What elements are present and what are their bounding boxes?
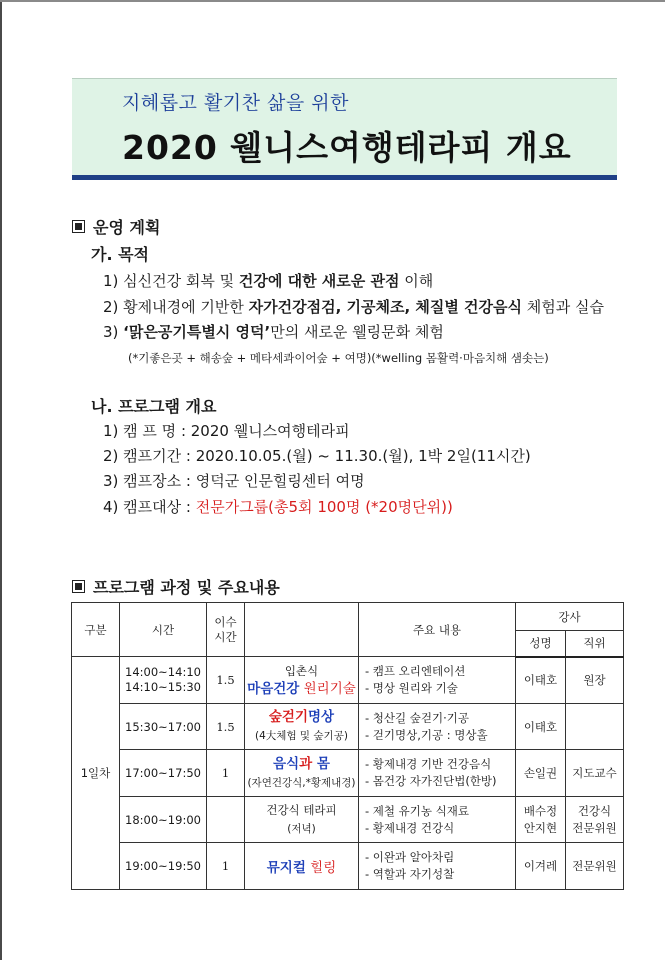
time-cell: 15:30~17:00 — [120, 704, 207, 750]
overview-name: 1) 캠 프 명 : 2020 웰니스여행테라피 — [103, 422, 350, 440]
overview-place: 3) 캠프장소 : 영덕군 인문힐링센터 여명 — [103, 472, 365, 490]
page-left-border — [0, 0, 2, 960]
content-cell — [359, 704, 516, 750]
instructor-name: 이겨레 — [516, 843, 566, 890]
content-cell — [359, 657, 516, 704]
time-cell: 19:00~19:50 — [120, 843, 207, 890]
hours-cell: 1.5 — [207, 704, 245, 750]
text: 건강식 테라피 — [266, 803, 337, 817]
text-red: 원리기술 — [299, 681, 356, 697]
hours-cell: 1 — [207, 843, 245, 890]
header-content: 주요 내용 — [359, 603, 516, 657]
text-red: 과 — [299, 755, 313, 772]
purpose-heading: 가. 목적 — [91, 245, 150, 264]
text: 3) — [103, 323, 124, 341]
section-title: 프로그램 과정 및 주요내용 — [93, 578, 280, 597]
table-row — [72, 843, 624, 890]
section-title: 운영 계획 — [93, 218, 161, 237]
table-row — [72, 704, 624, 750]
instructor-name — [516, 797, 566, 843]
text: 체험과 실습 — [522, 298, 605, 316]
program-cell — [245, 797, 359, 843]
header-hours — [207, 603, 245, 657]
text: 안지현 — [523, 820, 558, 835]
text: - 이완과 알아차림 — [365, 850, 455, 864]
text: 14:00~14:10 — [125, 665, 201, 679]
square-bullet-icon — [72, 220, 85, 233]
header-time: 시간 — [120, 603, 207, 657]
program-table — [71, 602, 624, 890]
text-blue: 음식 — [273, 755, 300, 772]
text: 건강식 — [577, 803, 612, 818]
text: (4大체험 및 숲기공) — [255, 730, 348, 742]
text: - 역할과 자기성찰 — [365, 867, 455, 881]
text-bold: 건강에 대한 새로운 관점 — [238, 272, 400, 290]
header-category: 구분 — [72, 603, 120, 657]
day-label: 1일차 — [72, 657, 120, 890]
time-cell: 17:00~17:50 — [120, 750, 207, 797]
text: - 캠프 오리엔테이션 — [365, 664, 466, 678]
time-cell: 18:00~19:00 — [120, 797, 207, 843]
table-row — [72, 797, 624, 843]
text: (저녁) — [287, 823, 316, 835]
header-program — [245, 603, 359, 657]
text: - 제철 유기농 식재료 — [365, 803, 469, 818]
instructor-name: 이태호 — [516, 657, 566, 704]
text-blue: 뮤지컬 — [266, 860, 306, 876]
text-red: (총5회 100명 (*20명단위)) — [268, 498, 453, 516]
hours-cell — [207, 797, 245, 843]
overview-heading: 나. 프로그램 개요 — [91, 397, 217, 416]
text: - 몸건강 자가진단법(한방) — [365, 774, 497, 788]
section-program-course — [72, 575, 280, 598]
overview-target — [103, 496, 453, 517]
banner-title: 2020 웰니스여행테라피 개요 — [122, 128, 572, 167]
text: (자연건강식,*황제내경) — [247, 776, 356, 789]
program-cell — [245, 750, 359, 797]
purpose-item-2 — [103, 296, 604, 317]
purpose-item-3 — [103, 321, 444, 342]
instructor-position: 전문위원 — [566, 843, 624, 890]
text: 시간 — [214, 629, 237, 644]
program-cell — [245, 657, 359, 704]
time-cell — [120, 657, 207, 704]
banner-subtitle: 지혜롭고 활기찬 삶을 위한 — [122, 92, 350, 114]
text-blue: 명상 — [308, 709, 335, 725]
instructor-position — [566, 704, 624, 750]
instructor-position: 원장 — [566, 657, 624, 704]
section-operation-plan — [72, 215, 160, 238]
text: 1) 심신건강 회복 및 — [103, 272, 239, 290]
instructor-name: 이태호 — [516, 704, 566, 750]
table-row — [72, 657, 624, 704]
program-cell — [245, 704, 359, 750]
text-red: 숲걷기 — [268, 709, 309, 725]
text: 이해 — [399, 272, 434, 290]
text: - 걷기명상,기공 : 명상홀 — [365, 727, 488, 742]
hours-cell: 1 — [207, 750, 245, 797]
content-cell — [359, 750, 516, 797]
instructor-position: 지도교수 — [566, 750, 624, 797]
text: 이수 — [214, 614, 237, 629]
text: 4) 캠프대상 : — [103, 498, 196, 516]
content-cell — [359, 797, 516, 843]
page-top-border — [0, 0, 665, 2]
text: 배수정 — [523, 803, 558, 818]
hours-cell: 1.5 — [207, 657, 245, 704]
text-red: 힐링 — [305, 860, 337, 876]
table-row — [72, 750, 624, 797]
text: - 황제내경 건강식 — [365, 820, 455, 835]
square-bullet-icon — [72, 580, 85, 593]
title-banner-underline — [72, 175, 617, 180]
text: - 명상 원리와 기술 — [365, 681, 458, 695]
text: - 청산길 숲걷기·기공 — [365, 710, 469, 725]
text: 14:10~15:30 — [125, 680, 201, 694]
header-position: 직위 — [566, 631, 624, 657]
text: - 황제내경 기반 건강음식 — [365, 757, 492, 771]
text-red: 전문가그룹 — [195, 498, 269, 516]
text: 만의 새로운 웰링문화 체험 — [270, 323, 444, 341]
text: 전문위원 — [572, 820, 617, 835]
instructor-name: 손일권 — [516, 750, 566, 797]
program-cell — [245, 843, 359, 890]
instructor-position — [566, 797, 624, 843]
content-cell — [359, 843, 516, 890]
purpose-item-1 — [103, 270, 433, 291]
text: 2) 황제내경에 기반한 — [103, 298, 249, 316]
text: 입촌식 — [284, 664, 319, 678]
text-bold: 자가건강점검, 기공체조, 체질별 건강음식 — [248, 298, 523, 316]
header-instructor: 강사 — [516, 603, 624, 631]
header-name: 성명 — [516, 631, 566, 657]
purpose-note: (*기좋은곳 + 해송숲 + 메타세콰이어숲 + 여명)(*welling 몸활력·마음치해 샘솟는) — [128, 351, 549, 365]
overview-period: 2) 캠프기간 : 2020.10.05.(월) ~ 11.30.(월), 1박 2일(11시간) — [103, 447, 531, 465]
text-blue: 마음건강 — [247, 681, 300, 697]
text-bold: ‘맑은공기특별시 영덕’ — [123, 323, 271, 341]
text-blue: 몸 — [312, 755, 330, 772]
